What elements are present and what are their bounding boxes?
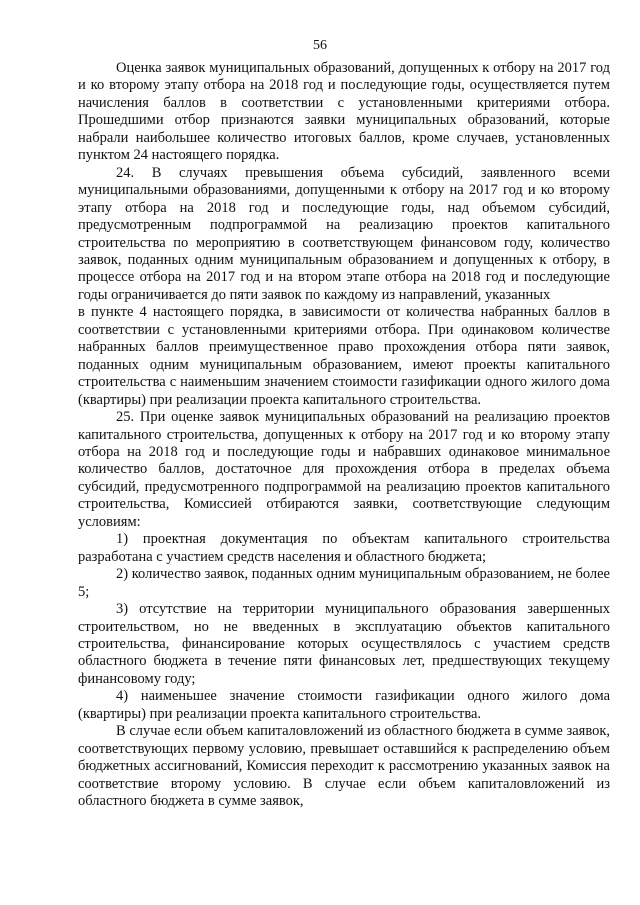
page-number: 56	[313, 38, 327, 53]
paragraph-25: 25. При оценке заявок муниципальных образований на реализацию проектов капитального строительства, допущенных к отбору на 2017 год и ко второму этапу отбора на 2018 год и последующие годы и набравших одинаковое минимальное количество баллов, достаточное для прохождения отбора в пределах объема субсидий, предусмотренного подпрограммой на реализацию проектов капитального строительства, Комиссией отбираются заявки, соответствующие следующим условиям:	[78, 409, 610, 530]
paragraph-evaluation: Оценка заявок муниципальных образований, допущенных к отбору на 2017 год и ко второму этапу отбора на 2018 год и последующие годы, осуществляется путем начисления баллов в соответствии с установленными критериями отбора. Прошедшими отбор признаются заявки муниципальных образований, которые набрали наибольшее количество итоговых баллов, кроме случаев, установленных пунктом 24 настоящего порядка.	[78, 60, 610, 164]
paragraph-24-continued: в пункте 4 настоящего порядка, в зависимости от количества набранных баллов в соответствии с установленными критериями отбора. При одинаковом количестве набранных баллов преимущественное право прохождения отбора пяти заявок, поданных одним муниципальным образованием, имеют проекты капитального строительства с наименьшим значением стоимости газификации одного жилого дома (квартиры) при реализации проекта капитального строительства.	[78, 304, 610, 408]
condition-3: 3) отсутствие на территории муниципального образования завершенных строительством, но не введенных в эксплуатацию объектов капитального строительства, финансирование которых осуществлялось с участием средств областного бюджета в течение пяти финансовых лет, предшествующих текущему финансовому году;	[78, 601, 610, 687]
paragraph-24: 24. В случаях превышения объема субсидий, заявленного всеми муниципальными образованиями, допущенными к отбору на 2017 год и ко второму этапу отбора на 2018 год и последующие годы, над объемом субсидий, предусмотренным подпрограммой на реализацию проектов капитального строительства по мероприятию в соответствующем финансовом году, количество заявок, поданных одним муниципальным образованием и допущенных к отбору, в процессе отбора на 2017 год и на втором этапе отбора на 2018 год и последующие годы ограничивается до пяти заявок по каждому из направлений, указанных	[78, 164, 610, 303]
paragraph-budget-case: В случае если объем капиталовложений из областного бюджета в сумме заявок, соответствующих первому условию, превышает оставшийся к распределению объем бюджетных ассигнований, Комиссия переходит к рассмотрению указанных заявок на соответствие второму условию. В случае если объем капиталовложений из областного бюджета в сумме заявок,	[78, 723, 610, 810]
condition-2: 2) количество заявок, поданных одним муниципальным образованием, не более 5;	[78, 566, 610, 600]
condition-4: 4) наименьшее значение стоимости газификации одного жилого дома (квартиры) при реализации проекта капитального строительства.	[78, 688, 610, 722]
condition-1: 1) проектная документация по объектам капитального строительства разработана с участием средств населения и областного бюджета;	[78, 531, 610, 565]
document-body	[78, 60, 610, 810]
